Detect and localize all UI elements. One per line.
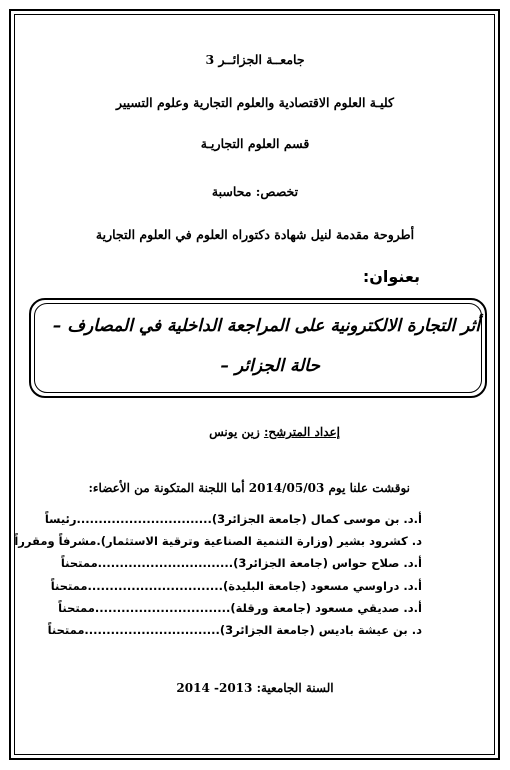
department-name: قسم العلوم التجاريـة <box>200 136 310 151</box>
title-label: بعنوان: <box>362 267 420 286</box>
thesis-title-line2: حالة الجزائر – <box>220 356 320 376</box>
title-box <box>29 298 487 398</box>
defense-statement: نوقشت علنا يوم 2014/05/03 أما اللجنة المتكونة من الأعضاء: <box>88 481 410 495</box>
candidate-line <box>209 425 340 439</box>
thesis-statement: أطروحة مقدمة لنيل شهادة دكتوراه العلوم في العلوم التجارية <box>95 227 415 242</box>
thesis-title-line1: أثر التجارة الالكترونية على المراجعة الداخلية في المصارف – <box>53 316 480 336</box>
candidate-name: زين يونس <box>209 425 260 439</box>
faculty-name: كليـة العلوم الاقتصادية والعلوم التجارية وعلوم التسيير <box>115 95 395 110</box>
committee-member: أ.د. دراوسي مسعود (جامعة البليدة)...............................ممتحناً <box>50 578 422 593</box>
candidate-label: إعداد المترشح: <box>263 425 340 439</box>
specialty: تخصص: محاسبة <box>211 184 299 199</box>
committee-member: د. كشرود بشير (وزارة التنمية الصناعية وترقية الاستثمار).مشرفاً ومقرراً <box>14 534 422 549</box>
committee-member: أ.د. بن موسى كمال (جامعة الجزائر3)...............................رئيساً <box>44 512 422 526</box>
academic-year: السنة الجامعية: 2013- 2014 <box>176 681 334 695</box>
committee-member: أ.د. صديقي مسعود (جامعة ورقلة)...............................ممتحناً <box>58 600 422 615</box>
committee-member: د. بن عيشة باديس (جامعة الجزائر3)...............................ممتحناً <box>47 622 422 637</box>
committee-member: أ.د. صلاح حواس (جامعة الجزائر3)...............................ممتحناً <box>60 556 422 571</box>
university-name: جامعــة الجزائــر 3 <box>205 52 305 67</box>
committee-list <box>14 508 422 641</box>
